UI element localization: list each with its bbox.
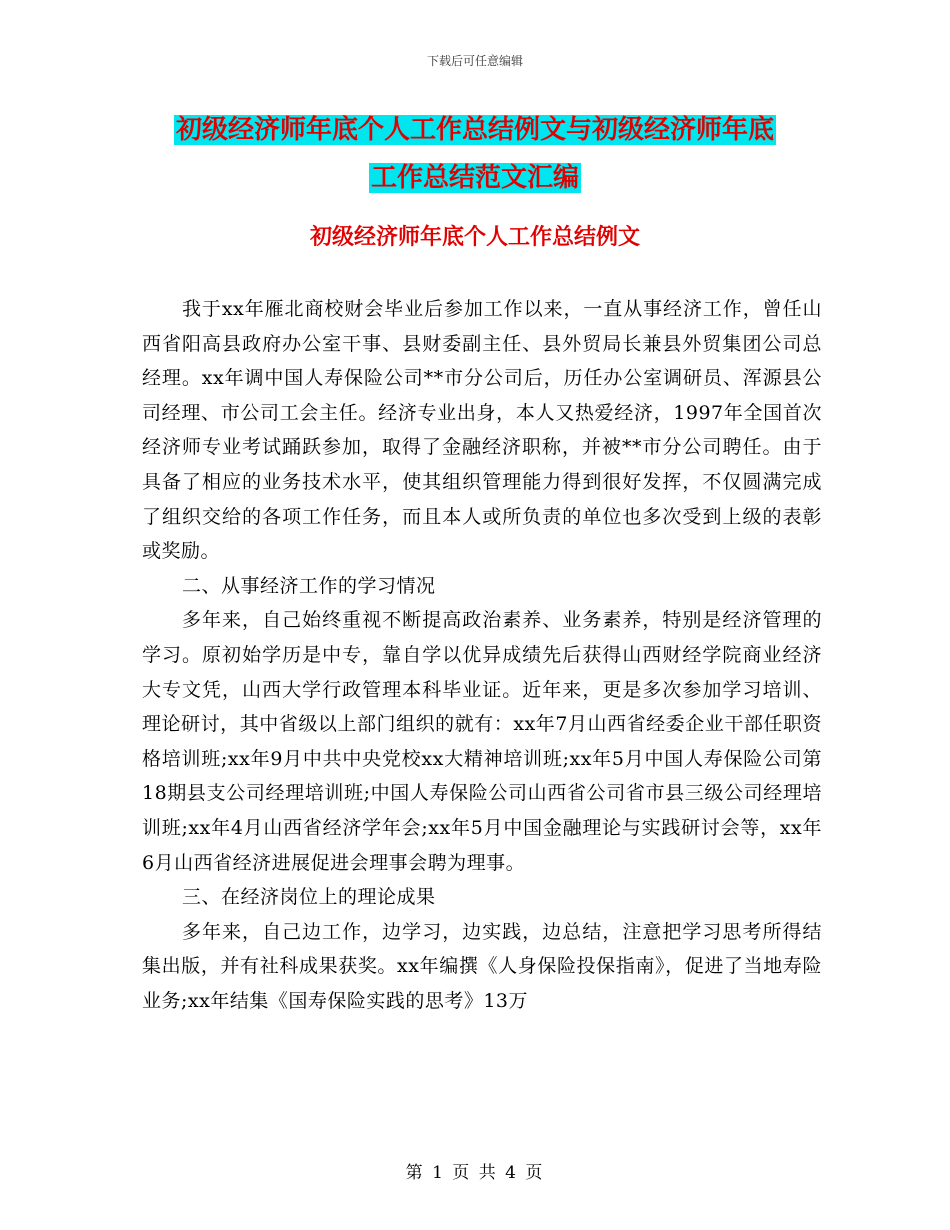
paragraph-results: 多年来，自己边工作，边学习，边实践，边总结，注意把学习思考所得结集出版，并有社科成果获奖。xx年编撰《人身保险投保指南》，促进了当地寿险业务;xx年结集《国寿保险实践的思考》13万: [142, 920, 822, 1012]
document-title: [0, 106, 950, 202]
section-title: 初级经济师年底个人工作总结例文: [309, 225, 640, 250]
heading-study: 二、从事经济工作的学习情况: [182, 574, 436, 597]
header-note: 下载后可任意编辑: [426, 54, 523, 68]
paragraph-study: 多年来，自己始终重视不断提高政治素养、业务素养，特别是经济管理的学习。原初始学历是中专，靠自学以优异成绩先后获得山西财经学院商业经济大专文凭，山西大学行政管理本科毕业证。近年来，更是多次参加学习培训、理论研讨，其中省级以上部门组织的就有：xx年7月山西省经委企业干部任职资格培训班;xx年9月中共中央党校xx大精神培训班;xx年5月中国人寿保险公司第18期县支公司经理培训班;中国人寿保险公司山西省公司省市县三级公司经理培训班;xx年4月山西省经济学年会;xx年5月中国金融理论与实践研讨会等，xx年6月山西省经济进展促进会理事会聘为理事。: [142, 609, 822, 874]
document-body: [142, 292, 822, 1018]
title-line-2: 工作总结范文汇编: [370, 163, 579, 193]
paragraph-intro: 我于xx年雁北商校财会毕业后参加工作以来，一直从事经济工作，曾任山西省阳高县政府办公室干事、县财委副主任、县外贸局长兼县外贸集团公司总经理。xx年调中国人寿保险公司**市分公司后，历任办公室调研员、浑源县公司经理、市公司工会主任。经济专业出身，本人又热爱经济，1997年全国首次经济师专业考试踊跃参加，取得了金融经济职称，并被**市分公司聘任。由于具备了相应的业务技术水平，使其组织管理能力得到很好发挥，不仅圆满完成了组织交给的各项工作任务，而且本人或所负责的单位也多次受到上级的表彰或奖励。: [142, 298, 822, 563]
page-footer: 第 1 页 共 4 页: [405, 1163, 545, 1183]
heading-results: 三、在经济岗位上的理论成果: [182, 886, 436, 909]
title-line-1: 初级经济师年底个人工作总结例文与初级经济师年底: [175, 115, 774, 145]
